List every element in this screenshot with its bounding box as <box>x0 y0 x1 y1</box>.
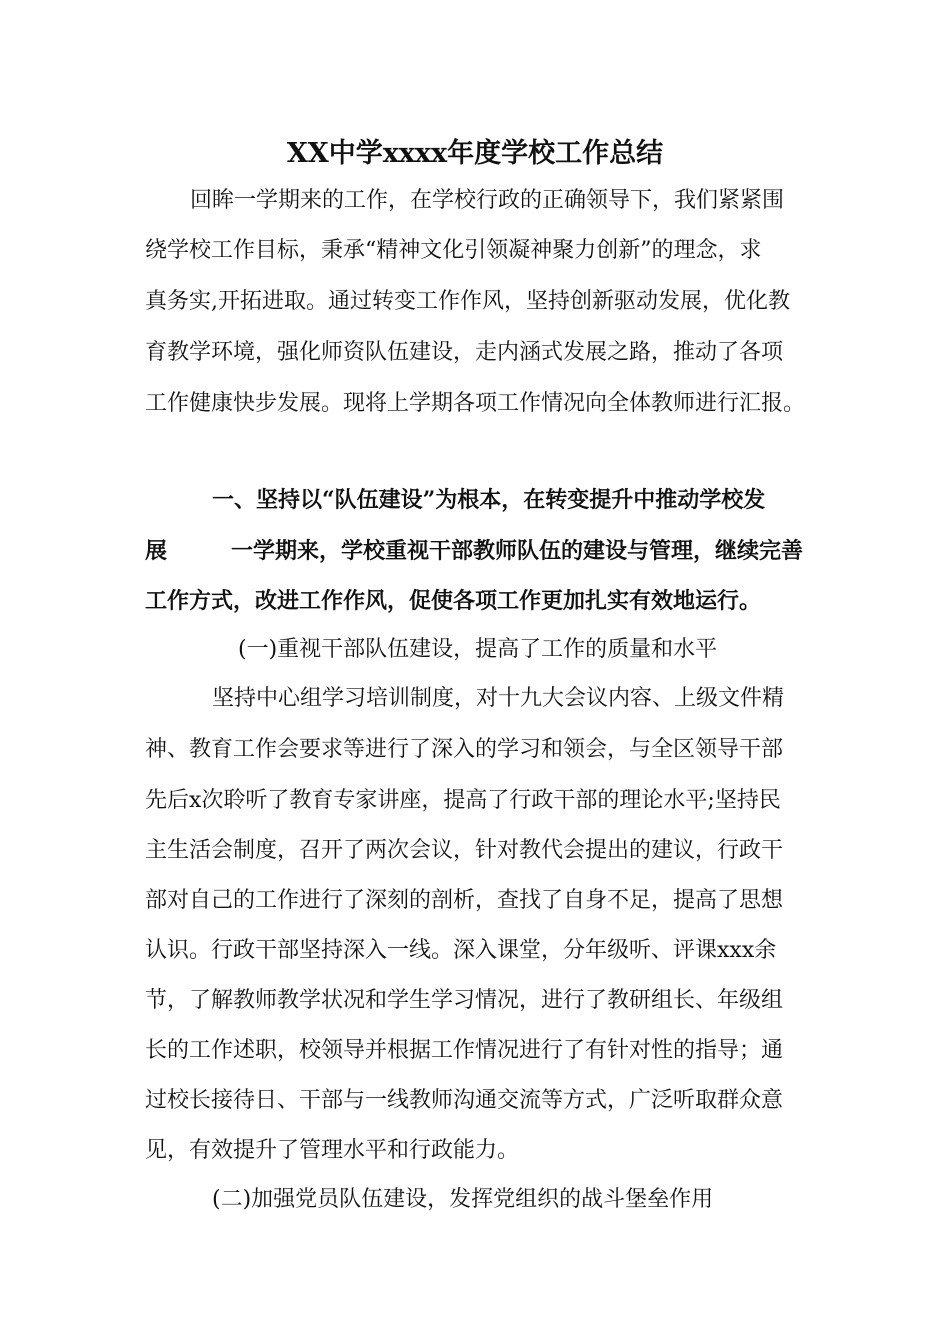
section-1-heading-line-2 <box>145 535 845 567</box>
section-1-heading-line-1: 一、坚持以“队伍建设”为根本，在转变提升中推动学校发 <box>212 487 766 513</box>
subsection-1-line-3: 先后x次聆听了教育专家讲座，提高了行政干部的理论水平;坚持民 <box>145 788 781 813</box>
subsection-1-line-10: 见，有效提升了管理水平和行政能力。 <box>145 1138 520 1163</box>
section-1-body-start: 一学期来，学校重视干部教师队伍的建设与管理，继续完善 <box>231 538 804 564</box>
section-1-body-line: 工作方式，改进工作作风，促使各项工作更加扎实有效地运行。 <box>145 588 762 614</box>
subsection-1-line-4: 主生活会制度，召开了两次会议，针对教代会提出的建议，行政干 <box>145 838 784 863</box>
intro-line-3: 真务实,开拓进取。通过转变工作作风，坚持创新驱动发展，优化教 <box>145 289 790 314</box>
subsection-1-line-7: 节，了解教师教学状况和学生学习情况，进行了教研组长、年级组 <box>145 988 784 1013</box>
subsection-1-line-2: 神、教育工作会要求等进行了深入的学习和领会，与全区领导干部 <box>145 737 784 762</box>
subsection-1-heading: (一)重视干部队伍建设，提高了工作的质量和水平 <box>238 637 718 662</box>
subsection-1-line-6: 认识。行政干部坚持深入一线。深入课堂，分年级听、评课xxx余 <box>145 938 777 963</box>
subsection-1-line-9: 过校长接待日、干部与一线教师沟通交流等方式，广泛听取群众意 <box>145 1088 784 1113</box>
intro-line-5: 工作健康快步发展。现将上学期各项工作情况向全体教师进行汇报。 <box>145 391 806 416</box>
document-title: XX中学xxxx年度学校工作总结 <box>286 138 664 169</box>
intro-line-2: 绕学校工作目标，秉承“精神文化引领凝神聚力创新”的理念，求 <box>145 238 762 263</box>
intro-line-1: 回眸一学期来的工作，在学校行政的正确领导下，我们紧紧围 <box>190 188 785 213</box>
subsection-1-line-8: 长的工作述职，校领导并根据工作情况进行了有针对性的指导；通 <box>145 1038 784 1063</box>
subsection-2-heading: (二)加强党员队伍建设，发挥党组织的战斗堡垒作用 <box>212 1187 714 1212</box>
intro-line-4: 育教学环境，强化师资队伍建设，走内涵式发展之路，推动了各项 <box>145 340 784 365</box>
subsection-1-line-5: 部对自己的工作进行了深刻的剖析，查找了自身不足，提高了思想 <box>145 888 784 913</box>
section-1-heading-tail: 展 <box>145 538 168 564</box>
subsection-1-line-1: 坚持中心组学习培训制度，对十九大会议内容、上级文件精 <box>212 686 785 711</box>
